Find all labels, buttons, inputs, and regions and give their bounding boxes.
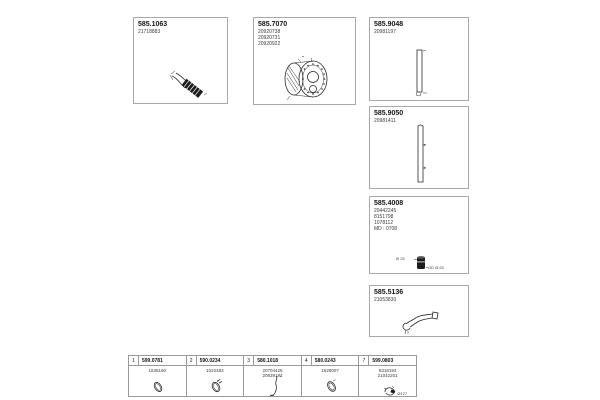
- cell-header: [359, 356, 416, 366]
- diameter-label: Ø127: [397, 391, 408, 396]
- oe-number: 20920922: [258, 41, 281, 47]
- clamp-ring-drawing: [323, 378, 340, 395]
- flex-pipe-drawing: [164, 68, 209, 100]
- part-number-title: 585.9050: [374, 110, 404, 117]
- part-number-title: 585.7070: [258, 21, 288, 28]
- part-box-585-4008: [369, 196, 469, 274]
- round-silencer-drawing: [280, 56, 334, 102]
- part-box-585-9050: [369, 106, 469, 189]
- table-cell-5: [359, 356, 416, 396]
- oe-number: 8318193: [378, 368, 397, 373]
- straight-pipe-drawing: [414, 122, 430, 186]
- bent-tailpipe-drawing: [400, 310, 440, 336]
- position-index: 4: [302, 356, 312, 365]
- kit-part-number: 590.0234: [199, 357, 221, 364]
- kit-part-number: 580.0243: [314, 357, 336, 364]
- clamp-bolt-drawing: [207, 378, 225, 395]
- kit-part-number: 580.1018: [257, 357, 279, 364]
- production-date-code: MD : 0708: [374, 226, 398, 232]
- oe-number: 21718883: [138, 29, 161, 35]
- oe-number: 20939174: [262, 373, 283, 378]
- table-cell-1: [129, 356, 187, 396]
- oe-number: 20981411: [374, 118, 396, 124]
- cell-header: [129, 356, 186, 366]
- straight-pipe-drawing: [414, 48, 430, 98]
- part-box-585-1063: [133, 17, 228, 104]
- hanger-rod-drawing: [268, 374, 284, 398]
- oe-number: 20981197: [374, 29, 396, 35]
- position-index: 1: [129, 356, 139, 365]
- position-index: 2: [187, 356, 197, 365]
- table-cell-4: [302, 356, 360, 396]
- oe-number: 1078112: [374, 220, 394, 226]
- small-clamp-drawing: [382, 384, 398, 396]
- cell-header: [302, 356, 359, 366]
- rubber-mount-drawing: [412, 255, 430, 271]
- oe-number: 21042201: [377, 373, 398, 378]
- oe-number: 21053830: [374, 297, 397, 303]
- part-box-585-5136: [369, 285, 469, 337]
- position-index: 3: [244, 356, 254, 365]
- oe-number: 1635160: [148, 368, 167, 373]
- kit-part-number: 599.0781: [142, 357, 163, 364]
- clamp-ring-drawing: [150, 379, 166, 395]
- cell-header: [187, 356, 244, 366]
- oe-number: 20920738: [258, 29, 281, 35]
- oe-number: 1022483: [206, 368, 224, 373]
- part-number-title: 585.4008: [374, 200, 404, 207]
- oe-number: 1629007: [321, 368, 339, 373]
- part-box-585-9048: [369, 17, 469, 101]
- oe-number: 8151798: [374, 214, 394, 220]
- oe-number: 20442245: [374, 208, 397, 214]
- fitting-parts-table: [128, 355, 417, 397]
- part-number-title: 585.9048: [374, 21, 404, 28]
- position-index: 7: [359, 356, 369, 365]
- part-number-title: 585.5136: [374, 289, 404, 296]
- part-number-title: 585.1063: [138, 21, 168, 28]
- oe-number: 20920731: [258, 35, 281, 41]
- table-cell-2: [187, 356, 245, 396]
- part-box-585-7070: [253, 17, 356, 105]
- inner-diameter-label: Ø 25: [396, 256, 405, 261]
- outer-diameter-label: OD Ø 63: [428, 265, 444, 270]
- cell-header: [244, 356, 301, 366]
- kit-part-number: 599.0803: [372, 357, 394, 364]
- oe-number: 20704425: [262, 368, 283, 373]
- table-cell-3: [244, 356, 302, 396]
